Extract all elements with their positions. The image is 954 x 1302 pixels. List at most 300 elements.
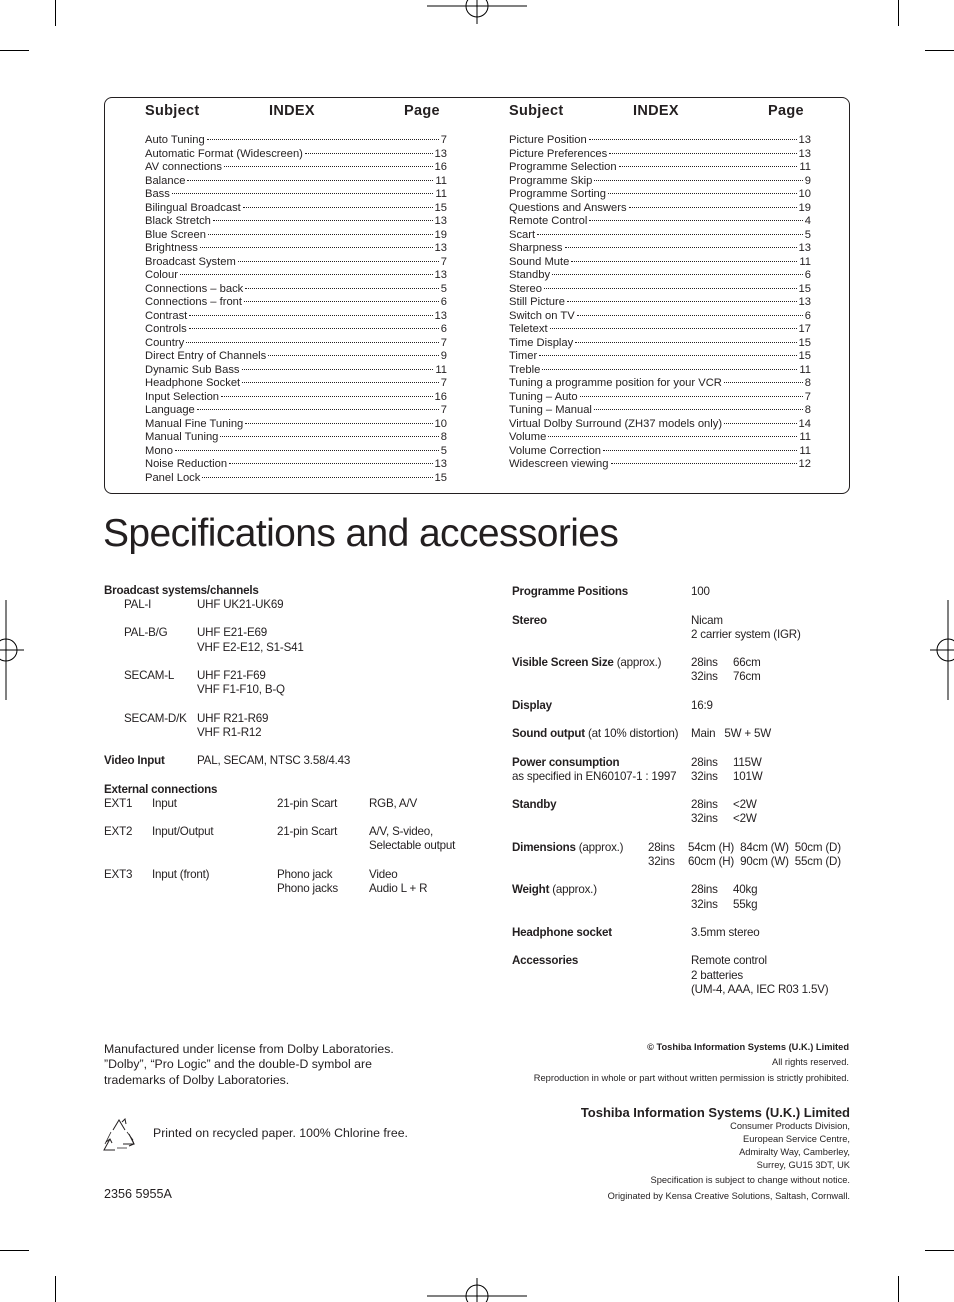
screen-size-label-main: Visible Screen Size bbox=[512, 656, 614, 669]
index-entry bbox=[509, 229, 811, 243]
index-entry-leader bbox=[552, 274, 803, 275]
index-entry bbox=[509, 364, 811, 378]
index-entry bbox=[509, 256, 811, 270]
registration-mark-top bbox=[427, 0, 527, 24]
index-entry-page: 13 bbox=[434, 242, 447, 254]
index-entry-page: 13 bbox=[798, 296, 811, 308]
index-entry bbox=[509, 175, 811, 189]
index-entry-page: 15 bbox=[798, 350, 811, 362]
recycled-note: Printed on recycled paper. 100% Chlorine free. bbox=[153, 1126, 408, 1140]
power-28-value: 115W bbox=[733, 756, 762, 769]
headphone-value: 3.5mm stereo bbox=[691, 926, 760, 939]
index-entry-page: 15 bbox=[798, 336, 811, 349]
index-entry-page: 11 bbox=[799, 431, 811, 443]
index-entry-page: 6 bbox=[804, 309, 811, 322]
index-entry-subject: Timer bbox=[509, 350, 538, 362]
index-entry-leader bbox=[243, 207, 433, 208]
index-entry-leader bbox=[189, 328, 439, 329]
index-entry bbox=[509, 310, 811, 324]
index-entry bbox=[509, 202, 811, 216]
index-entry-subject: Automatic Format (Widescreen) bbox=[145, 147, 303, 160]
index-entry bbox=[509, 148, 811, 162]
index-entry-page: 11 bbox=[799, 255, 811, 268]
index-entry-subject: Volume Correction bbox=[509, 444, 602, 457]
rights-reserved: All rights reserved. bbox=[772, 1057, 849, 1067]
index-entry-page: 5 bbox=[804, 228, 811, 241]
index-entry-subject: Programme Skip bbox=[509, 174, 593, 187]
secam-dk-label: SECAM-D/K bbox=[124, 712, 187, 725]
address-line-2: European Service Centre, bbox=[743, 1134, 850, 1144]
screen-32-value: 76cm bbox=[733, 670, 761, 683]
accessories-label: Accessories bbox=[512, 954, 579, 967]
ext1-type: Input bbox=[152, 797, 177, 810]
index-entry-leader bbox=[242, 382, 439, 383]
index-entry bbox=[145, 148, 447, 162]
index-entry-subject: Panel Lock bbox=[145, 471, 201, 484]
index-entry-page: 12 bbox=[798, 458, 811, 470]
weight-note: (approx.) bbox=[552, 883, 597, 896]
address-line-1: Consumer Products Division, bbox=[730, 1121, 850, 1131]
power-label: Power consumption bbox=[512, 756, 620, 769]
pal-bg-label: PAL-B/G bbox=[124, 626, 168, 639]
index-entry bbox=[145, 175, 447, 189]
index-entry-page: 15 bbox=[434, 201, 447, 214]
index-entry-leader bbox=[594, 180, 802, 181]
index-entry bbox=[145, 418, 447, 432]
index-entry-leader bbox=[268, 355, 439, 356]
index-entry-subject: Questions and Answers bbox=[509, 201, 627, 214]
ext2-connector: 21-pin Scart bbox=[277, 825, 338, 838]
index-entry-subject: Sharpness bbox=[509, 242, 563, 254]
index-entry-subject: Language bbox=[145, 404, 195, 416]
index-entry-leader bbox=[229, 463, 432, 464]
index-entry-subject: Stereo bbox=[509, 282, 542, 295]
index-entry-leader bbox=[224, 166, 433, 167]
index-entry bbox=[145, 296, 447, 310]
index-entry bbox=[145, 215, 447, 229]
registration-mark-right bbox=[930, 600, 954, 700]
index-entry-subject: Scart bbox=[509, 228, 536, 241]
index-entry bbox=[509, 445, 811, 459]
index-entry-leader bbox=[611, 463, 797, 464]
index-entry-leader bbox=[213, 220, 433, 221]
index-entry-page: 17 bbox=[798, 323, 811, 335]
dimensions-28-size: 28ins bbox=[648, 841, 675, 854]
broadcast-heading: Broadcast systems/channels bbox=[104, 584, 259, 597]
reproduction-note: Reproduction in whole or part without written permission is strictly prohibited. bbox=[533, 1073, 849, 1083]
index-entry-page: 8 bbox=[804, 404, 811, 416]
sound-output-value: Main 5W + 5W bbox=[691, 727, 771, 740]
index-entry bbox=[509, 391, 811, 405]
weight-28-value: 40kg bbox=[733, 883, 758, 896]
index-entry-subject: Contrast bbox=[145, 309, 188, 322]
index-entry-leader bbox=[189, 315, 432, 316]
index-entry bbox=[145, 337, 447, 351]
ext2-type: Input/Output bbox=[152, 825, 214, 838]
weight-28-size: 28ins bbox=[691, 883, 718, 896]
index-header-index-left: INDEX bbox=[269, 103, 315, 119]
index-entry-leader bbox=[619, 166, 798, 167]
index-entry bbox=[509, 188, 811, 202]
index-entry-leader bbox=[221, 396, 433, 397]
stereo-label: Stereo bbox=[512, 614, 547, 627]
index-entry-leader bbox=[242, 369, 434, 370]
index-entry-leader bbox=[571, 261, 797, 262]
index-entry-subject: Volume bbox=[509, 431, 547, 443]
index-entry-page: 9 bbox=[440, 350, 447, 362]
power-32-size: 32ins bbox=[691, 770, 718, 783]
index-entry-leader bbox=[550, 328, 797, 329]
standby-32-size: 32ins bbox=[691, 812, 718, 825]
dolby-line-2: ”Dolby”, “Pro Logic” and the double-D symbol are bbox=[104, 1057, 372, 1071]
ext3-signal-2: Audio L + R bbox=[369, 882, 428, 895]
index-entry-subject: Connections – front bbox=[145, 296, 243, 308]
standby-label: Standby bbox=[512, 798, 557, 811]
index-entry-page: 7 bbox=[440, 134, 447, 146]
index-entry-subject: Switch on TV bbox=[509, 309, 575, 322]
index-entry-page: 7 bbox=[440, 377, 447, 389]
index-header-subject-left: Subject bbox=[145, 103, 200, 119]
video-input-value: PAL, SECAM, NTSC 3.58/4.43 bbox=[197, 754, 351, 767]
secam-dk-vhf: VHF R1-R12 bbox=[197, 726, 262, 739]
index-entry-subject: Tuning a programme position for your VCR bbox=[509, 377, 722, 389]
index-entry-subject: Black Stretch bbox=[145, 215, 211, 227]
index-entry bbox=[145, 202, 447, 216]
index-entry-subject: Virtual Dolby Surround (ZH37 models only) bbox=[509, 417, 723, 430]
ext3-connector-2: Phono jacks bbox=[277, 882, 338, 895]
index-entry-page: 14 bbox=[798, 417, 811, 430]
index-entry-page: 11 bbox=[799, 363, 811, 376]
index-entry-page: 16 bbox=[434, 161, 447, 173]
index-entry-page: 15 bbox=[434, 471, 447, 484]
pal-bg-vhf: VHF E2-E12, S1-S41 bbox=[197, 641, 304, 654]
index-entry-subject: Tuning – Auto bbox=[509, 390, 578, 403]
index-entry bbox=[145, 283, 447, 297]
index-entry bbox=[509, 350, 811, 364]
video-input-label: Video Input bbox=[104, 754, 165, 767]
ext1-name: EXT1 bbox=[104, 797, 133, 810]
index-entry-page: 9 bbox=[804, 174, 811, 187]
index-entry bbox=[145, 323, 447, 337]
screen-32-size: 32ins bbox=[691, 670, 718, 683]
index-entry bbox=[145, 350, 447, 364]
index-entry-leader bbox=[594, 409, 803, 410]
index-entry bbox=[509, 337, 811, 351]
index-entry-page: 19 bbox=[798, 201, 811, 214]
index-entry-leader bbox=[539, 355, 796, 356]
recycle-icon bbox=[103, 1118, 135, 1152]
index-entry-page: 5 bbox=[440, 282, 447, 295]
index-entry-leader bbox=[565, 247, 797, 248]
ext2-signal-2: Selectable output bbox=[369, 839, 456, 852]
index-entry-leader bbox=[580, 396, 803, 397]
index-entry bbox=[145, 364, 447, 378]
index-entry bbox=[509, 458, 811, 472]
dimensions-32-size: 32ins bbox=[648, 855, 675, 868]
spec-change-note: Specification is subject to change without notice. bbox=[650, 1175, 850, 1185]
index-entry-leader bbox=[629, 207, 797, 208]
index-entry-subject: Treble bbox=[509, 363, 541, 376]
index-entry bbox=[145, 458, 447, 472]
prog-pos-value: 100 bbox=[691, 585, 710, 598]
index-entry-page: 13 bbox=[434, 269, 447, 281]
dimensions-32-value: 60cm (H) 90cm (W) 55cm (D) bbox=[688, 855, 841, 868]
accessories-value-2: 2 batteries bbox=[691, 969, 743, 982]
index-entry bbox=[145, 377, 447, 391]
index-entry-page: 19 bbox=[434, 228, 447, 241]
index-entry-page: 11 bbox=[435, 363, 447, 376]
index-entry-page: 7 bbox=[440, 336, 447, 349]
ext3-connector-1: Phono jack bbox=[277, 868, 333, 881]
index-entry-leader bbox=[305, 153, 433, 154]
index-entry-page: 5 bbox=[440, 444, 447, 457]
pal-i-label: PAL-I bbox=[124, 598, 152, 611]
index-entry bbox=[145, 391, 447, 405]
accessories-value-3: (UM-4, AAA, IEC R03 1.5V) bbox=[691, 983, 829, 996]
index-entry-leader bbox=[589, 139, 797, 140]
dolby-line-1: Manufactured under license from Dolby Laboratories. bbox=[104, 1042, 394, 1056]
page-title: Specifications and accessories bbox=[103, 512, 619, 555]
sound-output-label-main: Sound output bbox=[512, 727, 585, 740]
index-list-left bbox=[145, 134, 447, 485]
index-entry-page: 10 bbox=[434, 417, 447, 430]
index-entry bbox=[145, 161, 447, 175]
index-entry-subject: Direct Entry of Channels bbox=[145, 350, 267, 362]
power-32-value: 101W bbox=[733, 770, 763, 783]
index-entry-page: 13 bbox=[434, 147, 447, 160]
weight-32-value: 55kg bbox=[733, 898, 758, 911]
index-entry-leader bbox=[186, 342, 439, 343]
index-entry-leader bbox=[567, 301, 797, 302]
index-entry-subject: Input Selection bbox=[145, 390, 220, 403]
index-entry-page: 8 bbox=[440, 431, 447, 443]
index-entry-subject: Programme Sorting bbox=[509, 188, 606, 200]
index-entry-subject: Manual Tuning bbox=[145, 431, 219, 443]
index-entry bbox=[509, 323, 811, 337]
index-entry-subject: Headphone Socket bbox=[145, 377, 241, 389]
stereo-value-1: Nicam bbox=[691, 614, 723, 627]
registration-mark-bottom bbox=[427, 1278, 527, 1302]
index-entry bbox=[509, 431, 811, 445]
index-entry-page: 6 bbox=[804, 269, 811, 281]
pal-bg-uhf: UHF E21-E69 bbox=[197, 626, 267, 639]
index-entry-subject: Controls bbox=[145, 323, 187, 335]
standby-28-size: 28ins bbox=[691, 798, 718, 811]
index-entry-leader bbox=[724, 423, 796, 424]
index-entry-subject: Tuning – Manual bbox=[509, 404, 592, 416]
index-entry-leader bbox=[172, 193, 434, 194]
index-entry-leader bbox=[175, 450, 439, 451]
index-entry bbox=[145, 269, 447, 283]
index-entry bbox=[145, 229, 447, 243]
index-entry-subject: Mono bbox=[145, 444, 173, 457]
index-entry-leader bbox=[542, 369, 797, 370]
index-entry-leader bbox=[207, 139, 439, 140]
index-entry bbox=[509, 161, 811, 175]
index-entry-page: 10 bbox=[798, 188, 811, 200]
index-entry bbox=[145, 256, 447, 270]
index-entry-leader bbox=[724, 382, 803, 383]
index-entry bbox=[509, 134, 811, 148]
index-entry-leader bbox=[577, 315, 803, 316]
index-entry-leader bbox=[220, 436, 438, 437]
index-entry-subject: Teletext bbox=[509, 323, 548, 335]
weight-label bbox=[512, 883, 597, 897]
sound-output-label bbox=[512, 727, 678, 741]
document-code: 2356 5955A bbox=[104, 1187, 172, 1201]
screen-28-size: 28ins bbox=[691, 656, 718, 669]
index-entry-subject: Programme Selection bbox=[509, 161, 617, 173]
index-entry-subject: Time Display bbox=[509, 336, 574, 349]
ext3-signal-1: Video bbox=[369, 868, 398, 881]
secam-l-vhf: VHF F1-F10, B-Q bbox=[197, 683, 285, 696]
display-value: 16:9 bbox=[691, 699, 713, 712]
index-entry-subject: Connections – back bbox=[145, 282, 244, 295]
standby-28-value: <2W bbox=[733, 798, 757, 811]
index-entry-page: 7 bbox=[440, 404, 447, 416]
dolby-line-3: trademarks of Dolby Laboratories. bbox=[104, 1073, 290, 1087]
index-entry-subject: Standby bbox=[509, 269, 551, 281]
index-entry-leader bbox=[202, 477, 432, 478]
address-line-3: Admiralty Way, Camberley, bbox=[739, 1147, 850, 1157]
secam-l-uhf: UHF F21-F69 bbox=[197, 669, 266, 682]
index-entry bbox=[509, 242, 811, 256]
index-list-right bbox=[509, 134, 811, 472]
index-entry-leader bbox=[245, 288, 439, 289]
index-entry bbox=[509, 377, 811, 391]
index-entry-leader bbox=[187, 180, 433, 181]
index-entry-page: 13 bbox=[434, 215, 447, 227]
pal-i-uhf: UHF UK21-UK69 bbox=[197, 598, 284, 611]
index-entry bbox=[145, 445, 447, 459]
power-sub: as specified in EN60107-1 : 1997 bbox=[512, 770, 677, 783]
sound-output-note: (at 10% distortion) bbox=[587, 727, 679, 740]
index-entry-subject: Blue Screen bbox=[145, 228, 206, 241]
index-entry-page: 11 bbox=[799, 444, 811, 457]
index-entry bbox=[145, 310, 447, 324]
company-name: Toshiba Information Systems (U.K.) Limited bbox=[580, 1105, 850, 1120]
secam-dk-uhf: UHF R21-R69 bbox=[197, 712, 269, 725]
index-entry-subject: AV connections bbox=[145, 161, 222, 173]
address-line-4: Surrey, GU15 3DT, UK bbox=[756, 1160, 850, 1170]
index-entry bbox=[145, 431, 447, 445]
index-entry-leader bbox=[238, 261, 439, 262]
index-entry-page: 13 bbox=[798, 134, 811, 146]
dimensions-28-value: 54cm (H) 84cm (W) 50cm (D) bbox=[688, 841, 841, 854]
index-entry-leader bbox=[180, 274, 433, 275]
ext1-connector: 21-pin Scart bbox=[277, 797, 338, 810]
index-entry bbox=[509, 215, 811, 229]
power-28-size: 28ins bbox=[691, 756, 718, 769]
ext1-signal: RGB, A/V bbox=[369, 797, 418, 810]
accessories-value-1: Remote control bbox=[691, 954, 767, 967]
ext-heading: External connections bbox=[104, 783, 218, 796]
index-entry-page: 13 bbox=[798, 147, 811, 160]
index-entry-page: 7 bbox=[440, 255, 447, 268]
index-entry-leader bbox=[197, 409, 439, 410]
index-entry bbox=[509, 283, 811, 297]
index-entry-page: 16 bbox=[434, 390, 447, 403]
index-entry-leader bbox=[548, 436, 797, 437]
index-entry-page: 15 bbox=[798, 282, 811, 295]
index-entry bbox=[145, 188, 447, 202]
display-label: Display bbox=[512, 699, 552, 712]
index-entry-subject: Picture Position bbox=[509, 134, 587, 146]
index-entry-subject: Bilingual Broadcast bbox=[145, 201, 241, 214]
headphone-label: Headphone socket bbox=[512, 926, 612, 939]
index-entry-page: 8 bbox=[804, 377, 811, 389]
index-entry-leader bbox=[609, 153, 796, 154]
index-entry-subject: Widescreen viewing bbox=[509, 458, 609, 470]
index-entry-subject: Picture Preferences bbox=[509, 147, 608, 160]
index-entry bbox=[509, 296, 811, 310]
index-entry-leader bbox=[589, 220, 802, 221]
index-entry-subject: Manual Fine Tuning bbox=[145, 417, 244, 430]
index-entry-page: 4 bbox=[804, 215, 811, 227]
index-entry-subject: Remote Control bbox=[509, 215, 588, 227]
stereo-value-2: 2 carrier system (IGR) bbox=[691, 628, 801, 641]
index-entry-leader bbox=[608, 193, 797, 194]
screen-size-note: (approx.) bbox=[616, 656, 662, 669]
index-entry-subject: Bass bbox=[145, 188, 170, 200]
index-entry-subject: Balance bbox=[145, 174, 186, 187]
index-entry-subject: Auto Tuning bbox=[145, 134, 205, 146]
index-entry-leader bbox=[244, 301, 439, 302]
index-entry-leader bbox=[544, 288, 797, 289]
copyright: © Toshiba Information Systems (U.K.) Limited bbox=[647, 1042, 849, 1052]
dimensions-label bbox=[512, 841, 623, 855]
index-entry bbox=[509, 418, 811, 432]
index-entry-leader bbox=[575, 342, 796, 343]
prog-pos-label: Programme Positions bbox=[512, 585, 629, 598]
standby-32-value: <2W bbox=[733, 812, 757, 825]
origination-note: Originated by Kensa Creative Solutions, Saltash, Cornwall. bbox=[607, 1191, 850, 1201]
index-entry-page: 6 bbox=[440, 323, 447, 335]
index-entry-subject: Brightness bbox=[145, 242, 198, 254]
index-entry-subject: Broadcast System bbox=[145, 255, 236, 268]
index-entry-subject: Noise Reduction bbox=[145, 458, 228, 470]
index-entry bbox=[509, 269, 811, 283]
index-entry-leader bbox=[603, 450, 797, 451]
index-entry-leader bbox=[537, 234, 803, 235]
index-entry-subject: Country bbox=[145, 336, 185, 349]
index-entry-page: 6 bbox=[440, 296, 447, 308]
index-entry bbox=[145, 472, 447, 486]
index-entry bbox=[145, 242, 447, 256]
index-entry-subject: Colour bbox=[145, 269, 178, 281]
index-entry-page: 13 bbox=[798, 242, 811, 254]
index-entry bbox=[145, 134, 447, 148]
ext3-type: Input (front) bbox=[152, 868, 210, 881]
index-entry-page: 7 bbox=[804, 390, 811, 403]
index-entry bbox=[509, 404, 811, 418]
index-header-page-right: Page bbox=[768, 103, 804, 119]
screen-28-value: 66cm bbox=[733, 656, 761, 669]
index-entry-page: 11 bbox=[435, 174, 447, 187]
index-entry-page: 11 bbox=[799, 161, 811, 173]
index-header-index-right: INDEX bbox=[633, 103, 679, 119]
ext2-name: EXT2 bbox=[104, 825, 133, 838]
index-header-subject-right: Subject bbox=[509, 103, 564, 119]
index-entry-page: 13 bbox=[434, 458, 447, 470]
weight-label-main: Weight bbox=[512, 883, 550, 896]
index-entry-subject: Sound Mute bbox=[509, 255, 570, 268]
dimensions-note: (approx.) bbox=[578, 841, 624, 854]
index-entry-subject: Still Picture bbox=[509, 296, 565, 308]
index-entry-leader bbox=[245, 423, 432, 424]
index-entry-page: 13 bbox=[434, 309, 447, 322]
index-entry-leader bbox=[200, 247, 433, 248]
